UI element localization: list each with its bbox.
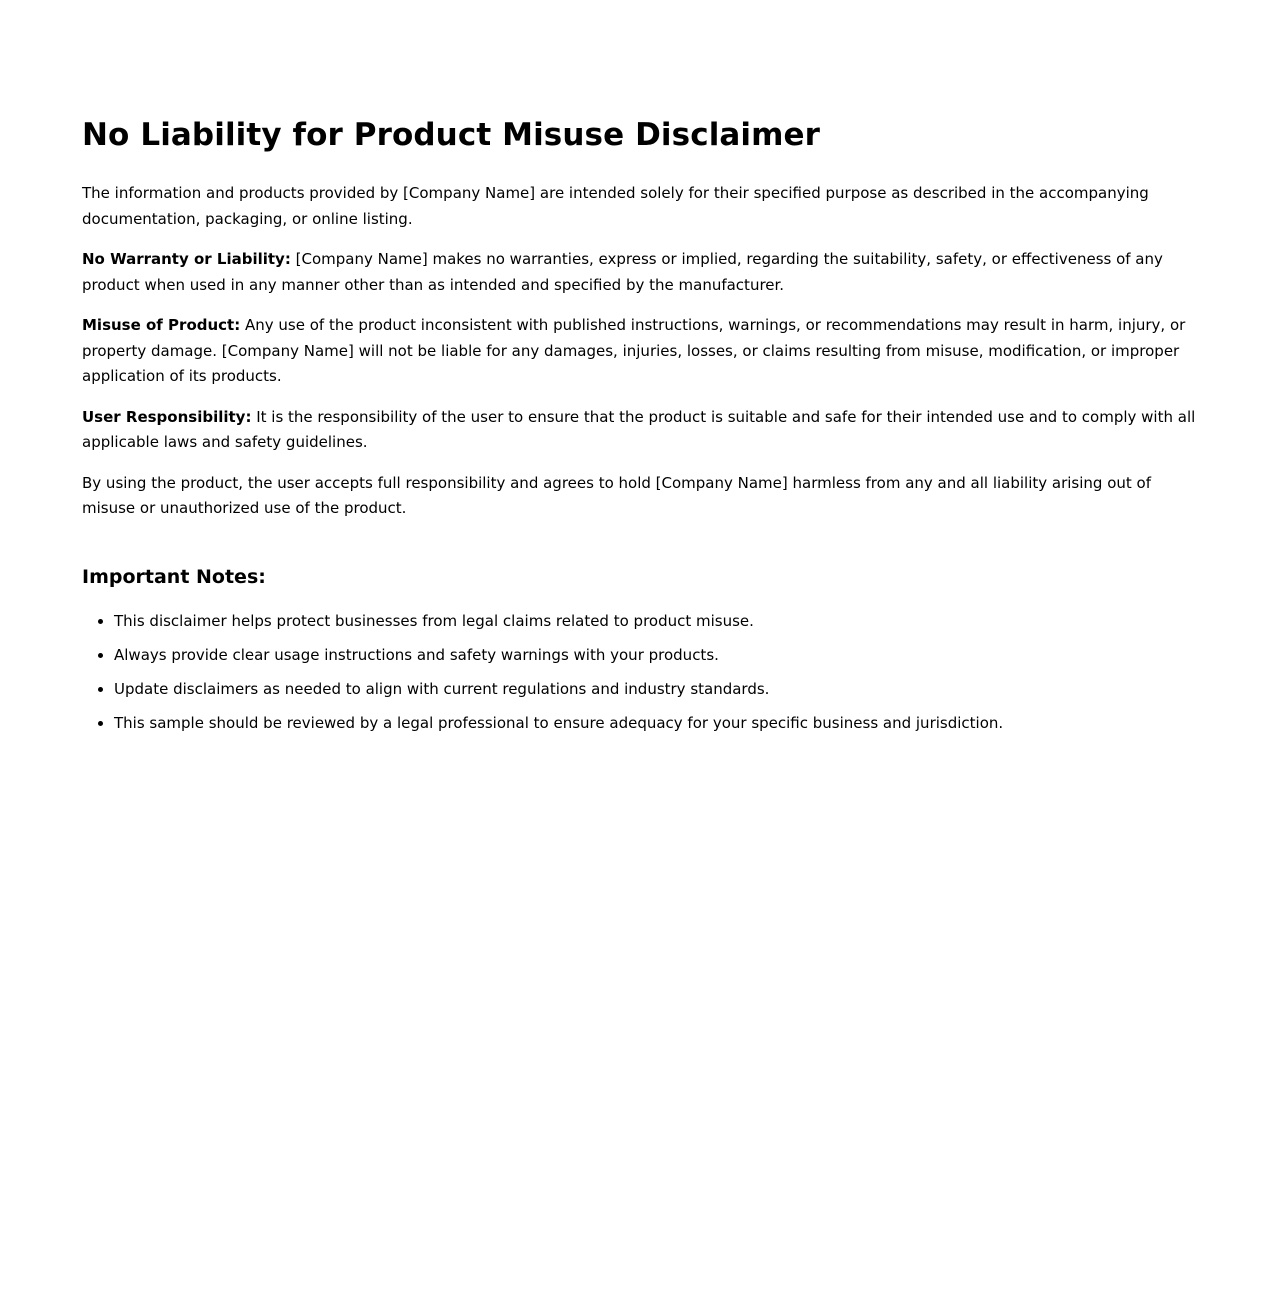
misuse-paragraph — [82, 313, 1196, 390]
page-title: No Liability for Product Misuse Disclaimer — [82, 117, 821, 153]
misuse-text: Any use of the product inconsistent with published instructions, warnings, or recommendations may result in harm, injury, or property damage. [Company Name] will not be liable for any damages, injuries, losses, or claims resulting from misuse, modification, or improper application of its products. — [82, 316, 1186, 385]
user-responsibility-label: User Responsibility: — [82, 407, 252, 426]
list-item: • This disclaimer helps protect businesses from legal claims related to product misuse. — [114, 610, 1196, 632]
user-responsibility-text: It is the responsibility of the user to ensure that the product is suitable and safe for their intended use and to comply with all applicable laws and safety guidelines. — [82, 407, 1196, 451]
no-warranty-paragraph — [82, 247, 1196, 298]
notes-list — [82, 610, 1196, 734]
list-item: • This sample should be reviewed by a legal professional to ensure adequacy for your specific business and jurisdiction. — [114, 712, 1196, 734]
list-item: • Update disclaimers as needed to align with current regulations and industry standards. — [114, 678, 1196, 700]
no-warranty-text: [Company Name] makes no warranties, express or implied, regarding the suitability, safety, or effectiveness of any product when used in any manner other than as intended and specified by the manufacturer. — [82, 250, 1163, 294]
misuse-label: Misuse of Product: — [82, 316, 241, 334]
list-item: • Always provide clear usage instructions and safety warnings with your products. — [114, 644, 1196, 666]
intro-paragraph: The information and products provided by [Company Name] are intended solely for their specified purpose as described in the accompanying documentation, packaging, or online listing. — [82, 184, 1149, 228]
closing-paragraph: By using the product, the user accepts full responsibility and agrees to hold [Company Name] harmless from any and all liability arising out of misuse or unauthorized use of the product. — [82, 473, 1151, 517]
no-warranty-label: No Warranty or Liability: — [82, 250, 291, 268]
notes-heading: Important Notes: — [82, 565, 266, 588]
user-responsibility-paragraph — [82, 405, 1196, 456]
